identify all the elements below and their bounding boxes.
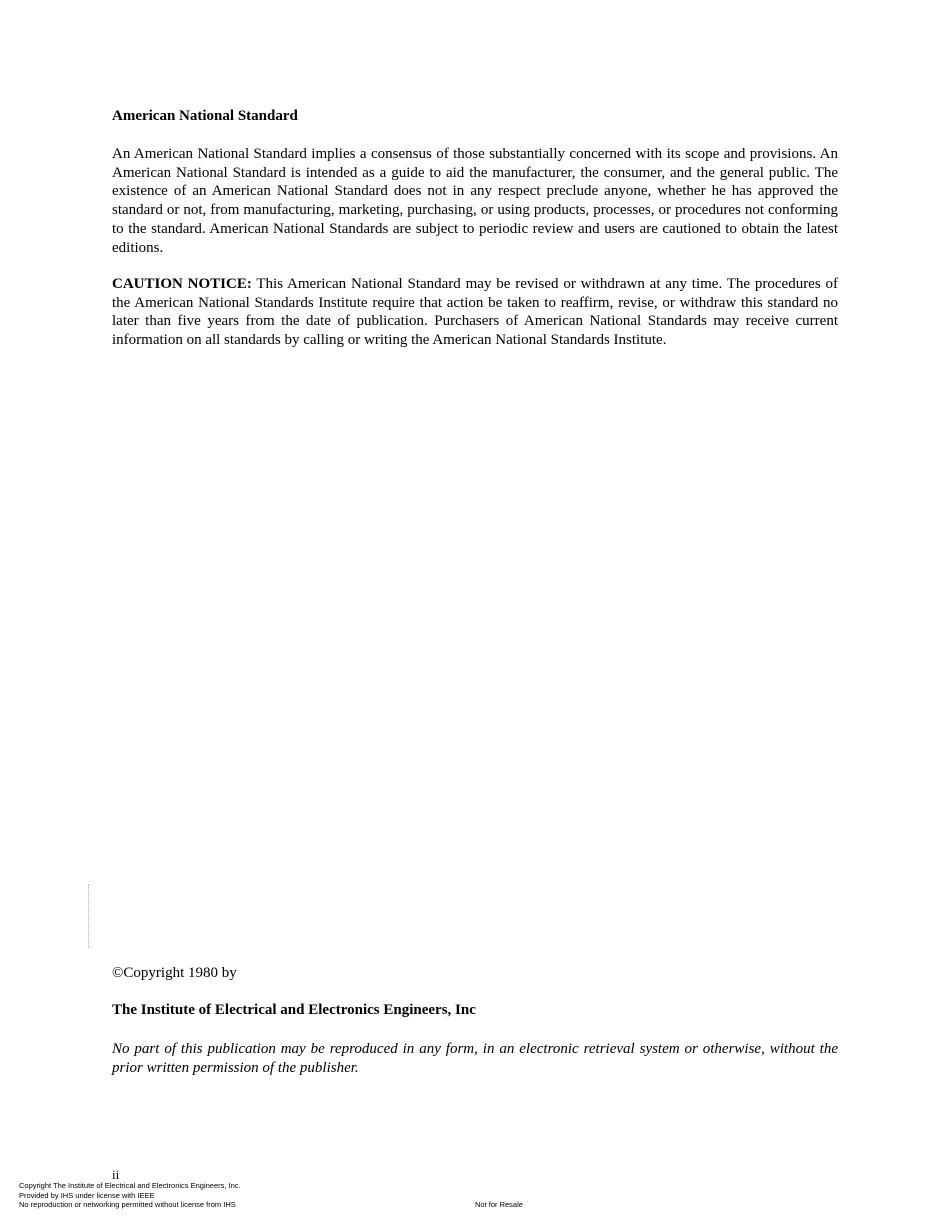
publisher-name: The Institute of Electrical and Electronics Engineers, Inc [112,1002,476,1018]
license-footer [19,1181,241,1210]
caution-notice-paragraph [112,275,838,350]
footer-reproduction-line: No reproduction or networking permitted without license from IHS [19,1200,236,1209]
not-for-resale-label: Not for Resale [475,1200,523,1209]
margin-mark [88,884,89,948]
copyright-line: ©Copyright 1980 by [112,965,237,981]
caution-notice-text: This American National Standard may be revised or withdrawn at any time. The procedures of the American National Standards Institute require that action be taken to reaffirm, revise, or withdraw this standard no later than five years from the date of publication. Purchasers of American National Standards may receive current information on all standards by calling or writing the American National Standards Institute. [112,276,838,349]
footer-copyright-line: Copyright The Institute of Electrical and Electronics Engineers, Inc. [19,1181,241,1190]
document-title: American National Standard [112,108,298,124]
rights-statement: No part of this publication may be reproduced in any form, in an electronic retrieval system or otherwise, without the prior written permission of the publisher. [112,1041,838,1076]
footer-provider-line: Provided by IHS under license with IEEE [19,1190,155,1200]
page-number: ii [112,1167,120,1182]
standard-description-paragraph: An American National Standard implies a consensus of those substantially concerned with its scope and provisions. An American National Standard is intended as a guide to aid the manufacturer, the consumer, and the general public. The existence of an American National Standard does not in any respect preclude anyone, whether he has approved the standard or not, from manufacturing, marketing, purchasing, or using products, processes, or procedures not conforming to the standard. American National Standards are subject to periodic review and users are cautioned to obtain the latest editions. [112,146,838,256]
caution-notice-label: CAUTION NOTICE: [112,276,252,292]
